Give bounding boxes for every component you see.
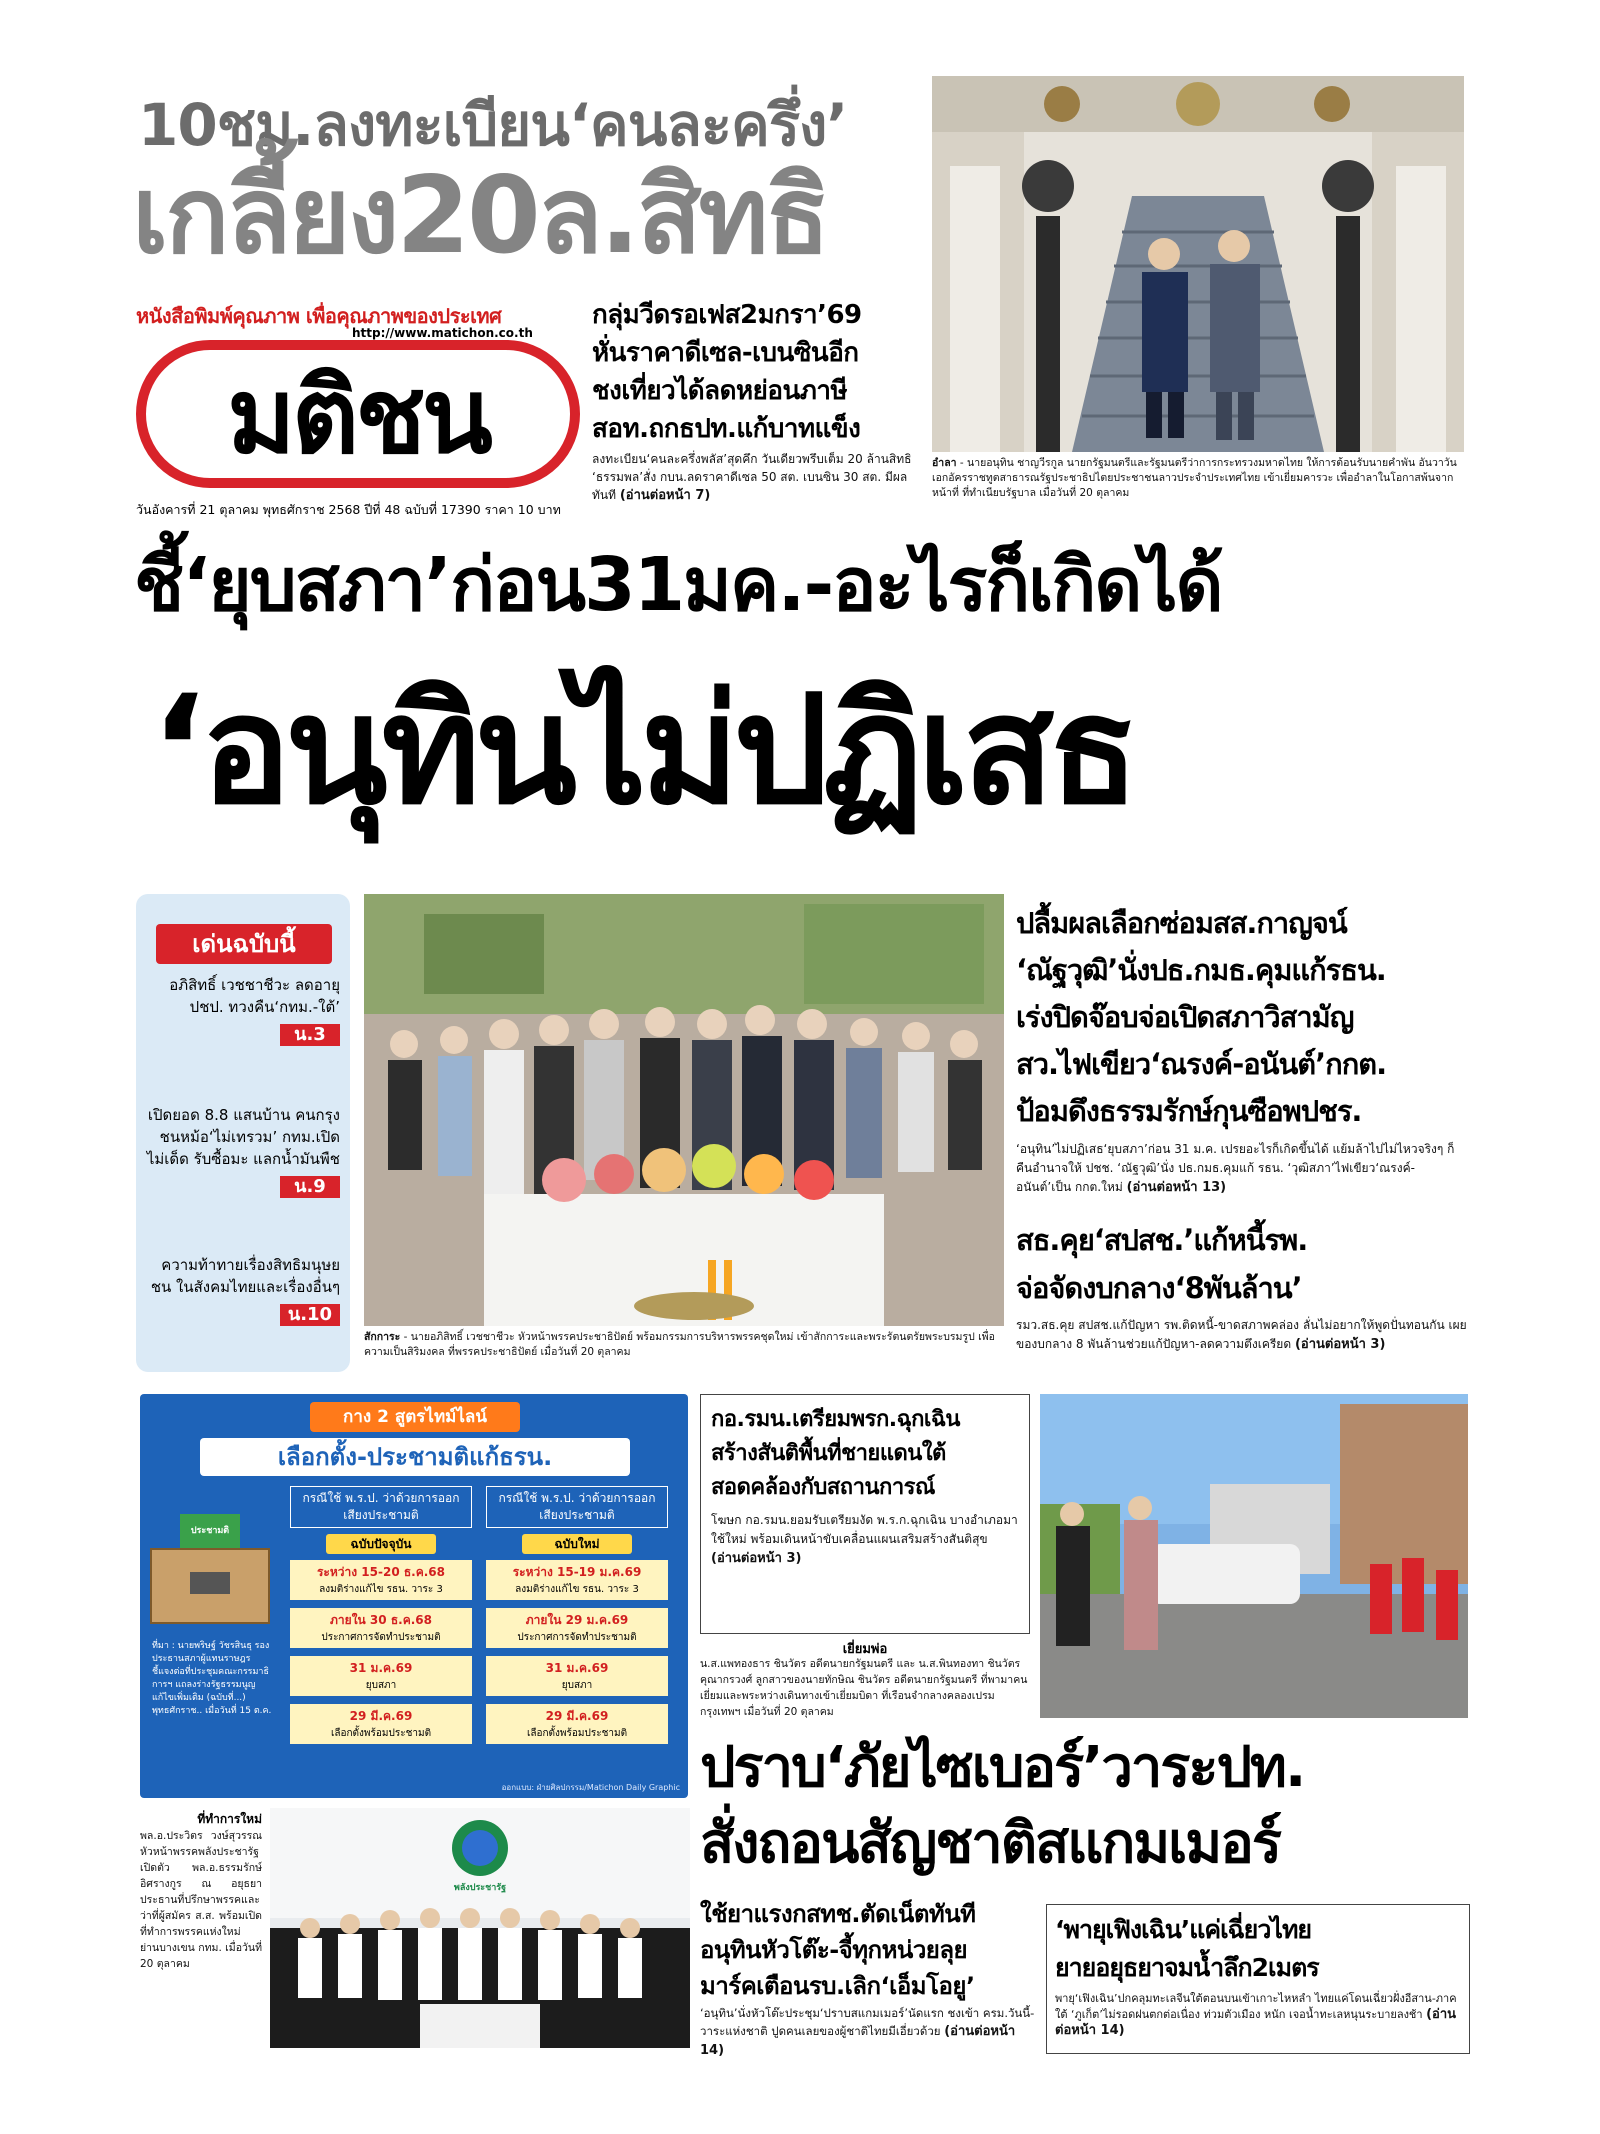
right-story-headlines — [1016, 900, 1468, 1135]
military-story-body: โฆษก กอ.รมน.ยอมรับเตรียมงัด พ.ร.ก.ฉุกเฉิน บางอำเภอมาใช้ใหม่ พร้อมเดินหน้าขับเคลื่อนแผนเสริมสร้างสันติสุข (อ่านต่อหน้า 3) — [711, 1513, 1018, 1566]
ballot-label: ประชามติ — [180, 1514, 240, 1548]
timeline-step: ภายใน 30 ธ.ค.68 ประกาศการจัดทำประชามติ — [290, 1608, 472, 1648]
logo-text: มติชน — [227, 355, 489, 477]
election-infographic — [140, 1394, 688, 1798]
story-subheadline: มาร์คเตือนรบ.เลิก‘เอ็มโอยู’ — [700, 1972, 975, 2000]
highlight-item[interactable] — [146, 1104, 340, 1198]
timeline-step: ระหว่าง 15-20 ธ.ค.68 ลงมติร่างแก้ไข รธน. วาระ 3 — [290, 1560, 472, 1600]
timeline-step: 31 ม.ค.69 ยุบสภา — [486, 1656, 668, 1696]
storm-story-box — [1046, 1904, 1470, 2054]
brief-line: สอท.ถกธปท.แก้บาทแข็ง — [592, 414, 861, 444]
story-subheadline: ใช้ยาแรงกสทช.ตัดเน็ตทันที — [700, 1900, 976, 1928]
highlights-box — [136, 894, 350, 1372]
military-story-box — [700, 1394, 1030, 1634]
party-caption-title: ที่ทำการใหม่ — [197, 1812, 262, 1826]
visit-caption-title: เยี่ยมพ่อ — [842, 1642, 888, 1657]
brief-headlines — [592, 296, 922, 448]
col-header: กรณีใช้ พ.ร.ป. ว่าด้วยการออกเสียงประชามติ — [290, 1486, 472, 1528]
tagline: หนังสือพิมพ์คุณภาพ เพื่อคุณภาพของประเทศ — [136, 304, 502, 328]
timeline-step: 29 มี.ค.69 เลือกตั้งพร้อมประชามติ — [486, 1704, 668, 1744]
timeline-col-new — [486, 1486, 668, 1744]
read-more-link[interactable]: (อ่านต่อหน้า 7) — [619, 488, 711, 503]
top-photo — [932, 76, 1464, 452]
timeline-step: 29 มี.ค.69 เลือกตั้งพร้อมประชามติ — [290, 1704, 472, 1744]
big-headline: เกลี้ยง20ล.สิทธิ — [132, 154, 828, 277]
infographic-title: เลือกตั้ง-ประชามติแก้ธรน. — [200, 1438, 630, 1476]
highlight-item[interactable] — [146, 974, 340, 1046]
top-photo-caption: อำลา - นายอนุทิน ชาญวีรกูล นายกรัฐมนตรีและรัฐมนตรีว่าการกระทรวงมหาดไทย ให้การต้อนรับนายคำพัน อันวาวัน เอกอัครราชทูตสาธารณรัฐประชาธิปไตยประชาชนลาวประจำประเทศไทย เข้าเยี่ยมคารวะ เพื่ออำลาในโอกาสพ้นจากหน้าที่ ที่ทำเนียบรัฐบาล เมื่อวันที่ 20 ตุลาคม — [932, 457, 1457, 499]
health-story-headlines — [1016, 1216, 1468, 1312]
center-photo — [364, 894, 1004, 1326]
story-headline: สั่งถอนสัญชาติสแกมเมอร์ — [700, 1811, 1280, 1876]
story-headline: สธ.คุย‘สปสช.’แก้หนี้รพ. — [1016, 1223, 1308, 1257]
page-badge: น.10 — [280, 1304, 340, 1326]
page-badge: น.9 — [280, 1176, 340, 1198]
col-tag: ฉบับปัจจุบัน — [326, 1534, 436, 1554]
brief-body: ลงทะเบียน‘คนละครึ่งพลัส’สุดคึก วันเดียวพรึบเต็ม 20 ล้านสิทธิ ‘ธรรมพล’สั่ง กบน.ลดราคาดีเซล 50 สต. เบนซิน 30 สต. มีผลทันที (อ่านต่อหน้า 7) — [592, 452, 912, 503]
brief-line: กลุ่มวีดรอเฟส2มกรา’69 — [592, 300, 862, 330]
center-photo-caption: สักการะ - นายอภิสิทธิ์ เวชชาชีวะ หัวหน้าพรรคประชาธิปัตย์ พร้อมกรรมการบริหารพรรคชุดใหม่ เข้าสักการะและพระรัตนตรัยพระบรมรูป เพื่อความเป็นสิริมงคล ที่พรรคประชาธิปัตย์ เมื่อวันที่ 20 ตุลาคม — [364, 1331, 995, 1358]
story-headline: เร่งปิดจ๊อบจ่อเปิดสภาวิสามัญ — [1016, 1000, 1354, 1034]
party-photo — [270, 1808, 690, 2048]
infographic-badge: กาง 2 สูตรไทม์ไลน์ — [310, 1402, 520, 1432]
infographic-credit: ออกแบบ: ฝ่ายศิลปกรรม/Matichon Daily Graphic — [501, 1783, 680, 1792]
top-photo-image — [932, 76, 1464, 452]
right-story-body: ‘อนุทิน’ไม่ปฏิเสธ‘ยุบสภา’ก่อน 31 ม.ค. เปรยอะไรก็เกิดขึ้นได้ แย้มล้าไปไม่ไหวจริงๆ ก็คืนอำนาจให้ ปชช. ‘ณัฐวุฒิ’นั่ง ปธ.กมธ.คุมแก้ รธน. ‘วุฒิสภา’ไฟเขียว‘ณรงค์-อนันต์’เป็น กกต.ใหม่ (อ่านต่อหน้า 13) — [1016, 1142, 1455, 1195]
story-headline: สว.ไฟเขียว‘ณรงค์-อนันต์’กกต. — [1016, 1047, 1387, 1081]
story-subheadline: อนุทินหัวโต๊ะ-จี้ทุกหน่วยลุย — [700, 1936, 968, 1964]
timeline-step: 31 ม.ค.69 ยุบสภา — [290, 1656, 472, 1696]
highlight-item[interactable] — [146, 1254, 340, 1326]
party-caption: พล.อ.ประวิตร วงษ์สุวรรณ หัวหน้าพรรคพลังประชารัฐ เปิดตัว พล.อ.ธรรมรักษ์ อิศรางกูร ณ อยุธยา ประธานที่ปรึกษาพรรคและว่าที่ผู้สมัคร ส.ส. พร้อมเปิดที่ทำการพรรคแห่งใหม่ ย่านบางเขน กทม. เมื่อวันที่ 20 ตุลาคม — [140, 1830, 262, 1970]
read-more-link[interactable]: (อ่านต่อหน้า 13) — [1126, 1180, 1227, 1195]
story-headline: จ่อจัดงบกลาง‘8พันล้าน’ — [1016, 1271, 1302, 1305]
ballot-box — [150, 1514, 270, 1624]
story-headline: ปลื้มผลเลือกซ่อมสส.กาญจน์ — [1016, 906, 1347, 940]
logo — [136, 340, 580, 488]
party-photo-logo: พลังประชารัฐ — [453, 1883, 507, 1893]
story-headline: สร้างสันติพื้นที่ชายแดนใต้ — [711, 1441, 946, 1466]
party-photo-image — [270, 1808, 690, 2048]
story-headline: ‘พายุเฟิงเฉิน’แค่เฉี่ยวไทย — [1055, 1915, 1312, 1944]
story-headline: ป้อมดึงธรรมรักษ์กุนซือพปชร. — [1016, 1094, 1362, 1128]
brief-line: หั่นราคาดีเซล-เบนซินอีก — [592, 338, 859, 368]
col-header: กรณีใช้ พ.ร.ป. ว่าด้วยการออกเสียงประชามติ — [486, 1486, 668, 1528]
read-more-link[interactable]: (อ่านต่อหน้า 14) — [700, 2024, 1016, 2058]
center-photo-image — [364, 894, 1004, 1326]
story-headline: สอดคล้องกับสถานการณ์ — [711, 1475, 935, 1500]
story-headline: ปราบ‘ภัยไซเบอร์’วาระปท. — [700, 1735, 1305, 1800]
cyber-story-headlines — [700, 1730, 1470, 1882]
read-more-link[interactable]: (อ่านต่อหน้า 3) — [711, 1551, 802, 1566]
storm-story-body: พายุ‘เฟิงเฉิน’ปกคลุมทะเลจีนใต้ตอนบนเข้าเกาะไหหลำ ไทยแค่โดนเฉี่ยวฝั่งอีสาน-ภาคใต้ ‘ภูเก็ต’ไม่รอดฝนตกต่อเนื่อง ท่วมตัวเมือง หนัก เจอน้ำทะเลหนุนระบายลงช้า (อ่านต่อหน้า 14) — [1055, 1992, 1457, 2038]
health-story-body: รมว.สธ.คุย สปสช.แก้ปัญหา รพ.ติดหนี้-ขาดสภาพคล่อง ลั่นไม่อยากให้พูดปั่นทอนกัน เผยของบกลาง 8 พันล้านช่วยแก้ปัญหา-ลดความตึงเครียด (อ่านต่อหน้า 3) — [1016, 1318, 1467, 1352]
brief-line: ชงเที่ยวได้ลดหย่อนภาษี — [592, 376, 848, 406]
highlight-text: ความท้าทายเรื่องสิทธิมนุษยชน ในสังคมไทยและเรื่องอื่นๆ — [150, 1256, 340, 1296]
page-badge: น.3 — [280, 1024, 340, 1046]
visit-photo-image — [1040, 1394, 1468, 1718]
story-headline: ยายอยุธยาจมน้ำลึก2เมตร — [1055, 1953, 1319, 1982]
highlights-title: เด่นฉบับนี้ — [156, 924, 332, 964]
visit-photo — [1040, 1394, 1468, 1718]
top-headline: 10ชม.ลงทะเบียน‘คนละครึ่ง’ — [138, 91, 848, 159]
highlight-text: อภิสิทธิ์ เวชชาชีวะ ลดอายุ ปชป. ทวงคืน‘กทม.-ใต้’ — [169, 976, 340, 1016]
timeline-col-current — [290, 1486, 472, 1744]
col-tag: ฉบับใหม่ — [522, 1534, 632, 1554]
timeline-step: ระหว่าง 15-19 ม.ค.69 ลงมติร่างแก้ไข รธน. วาระ 3 — [486, 1560, 668, 1600]
visit-caption: น.ส.แพทองธาร ชินวัตร อดีตนายกรัฐมนตรี และ น.ส.พินทองทา ชินวัตร คุณากรวงศ์ ลูกสาวของนายทักษิณ ชินวัตร อดีตนายกรัฐมนตรี ที่พามาคนเยี่ยมและพระหว่างเดินทางเข้าเยี่ยมบิดา ที่เรือนจำกลางคลองเปรม กรุงเทพฯ เมื่อวันที่ 20 ตุลาคม — [700, 1658, 1028, 1718]
story-headline: ‘ณัฐวุฒิ’นั่งปธ.กมธ.คุมแก้รธน. — [1016, 953, 1386, 987]
read-more-link[interactable]: (อ่านต่อหน้า 14) — [1055, 2007, 1457, 2038]
dateline: วันอังคารที่ 21 ตุลาคม พุทธศักราช 2568 ปีที่ 48 ฉบับที่ 17390 ราคา 10 บาท — [136, 502, 561, 517]
main-kicker: ชี้‘ยุบสภา’ก่อน31มค.-อะไรก็เกิดได้ — [134, 542, 1222, 628]
side-note: ที่มา : นายพริษฐ์ วัชรสินธุ รองประธานสภาผู้แทนราษฎร ชี้แจงต่อที่ประชุมคณะกรรมาธิการฯ แถลงร่างรัฐธรรมนูญ แก้ไขเพิ่มเติม (ฉบับที่...) พุทธศักราช.. เมื่อวันที่ 15 ต.ค. — [152, 1641, 272, 1716]
read-more-link[interactable]: (อ่านต่อหน้า 3) — [1294, 1337, 1386, 1352]
main-headline: ‘อนุทินไม่ปฏิเสธ — [150, 664, 1134, 838]
cyber-story-body: ‘อนุทิน’นั่งหัวโต๊ะประชุม‘ปราบสแกมเมอร์’นัดแรก ชงเข้า ครม.วันนี้-วาระแห่งชาติ ปูดคนเลยของผู้ชาติไทยมีเอี่ยวด้วย (อ่านต่อหน้า 14) — [700, 2006, 1035, 2058]
website-url: http://www.matichon.co.th — [352, 326, 533, 340]
timeline-step: ภายใน 29 ม.ค.69 ประกาศการจัดทำประชามติ — [486, 1608, 668, 1648]
story-headline: กอ.รมน.เตรียมพรก.ฉุกเฉิน — [711, 1407, 960, 1432]
highlight-text: เปิดยอด 8.8 แสนบ้าน คนกรุงชนหม้อ‘ไม่เทรวม’ กทม.เปิดไม่เด็ด รับซื้อมะ แลกน้ำมันพืช — [146, 1106, 340, 1168]
cyber-story-sub — [700, 1896, 1040, 2004]
